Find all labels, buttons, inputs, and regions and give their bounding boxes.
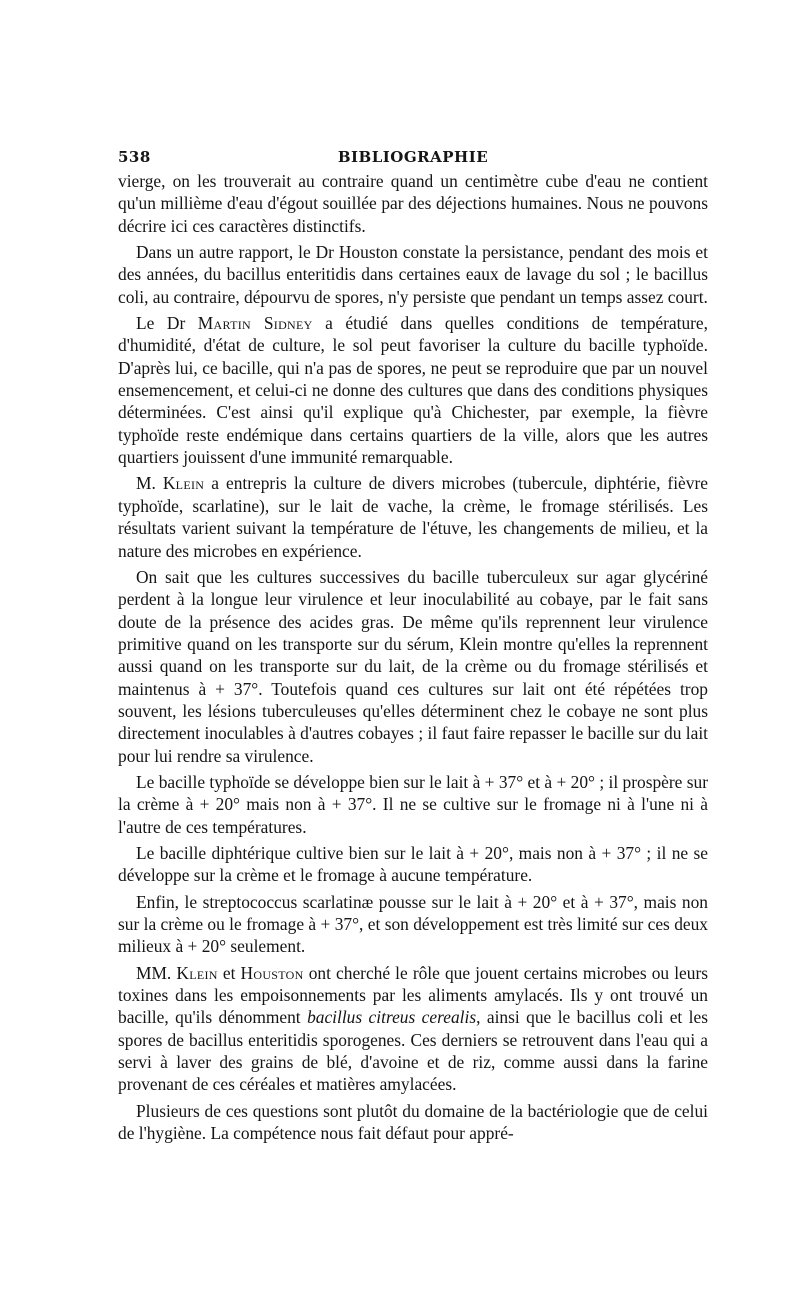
species-name: bacillus citreus cerealis	[307, 1007, 477, 1028]
paragraph-9-text: , ainsi que le bacillus coli et les spores de bacillus enteritidis sporogenes. Ces derniers se retrouvent dans l'eau qui a servi à laver des grains de blé, d'avoine et de riz, comme aussi dans la farine provenant de ces céréales et matières amylacées.	[118, 1007, 709, 1095]
page-header	[118, 140, 708, 170]
paragraph-9-mid-1: et	[217, 962, 241, 983]
paragraph-1: vierge, on les trouverait au contraire quand un centimètre cube d'eau ne contient qu'un millième d'eau d'égout souillée par des déjections humaines. Nous ne pouvons décrire ici ces caractères distinctifs.	[118, 171, 708, 236]
author-klein: Klein	[162, 473, 205, 494]
paragraph-9-lead: MM.	[136, 962, 177, 983]
paragraph-2: Dans un autre rapport, le Dr Houston constate la persistance, pendant des mois et des années, du bacillus enteritidis dans certaines eaux de lavage du sol ; le bacillus coli, au contraire, dépourvu de spores, n'y persiste que pendant un temps assez court.	[118, 242, 708, 307]
paragraph-3	[118, 312, 708, 468]
paragraph-5: On sait que les cultures successives du bacille tuberculeux sur agar glycériné perdent à la longue leur virulence et leur inoculabilité au cobaye, par le fait sans doute de la présence des acides gras. De même qu'ils reprennent leur virulence primitive quand on les transporte sur du sérum, Klein montre qu'elles la reprennent aussi quand on les transporte sur du lait, de la crème ou du fromage stérilisés et maintenus à + 37°. Toutefois quand ces cultures sur lait ont été répétées trop souvent, les lésions tuberculeuses qu'elles déterminent chez le cobaye ne sont plus directement inoculables à d'autres cobayes ; il faut faire repasser le bacille sur du lait pour lui rendre sa virulence.	[118, 566, 708, 766]
paragraph-3-lead: Le Dr	[136, 313, 198, 334]
paragraph-9	[118, 962, 708, 1096]
paragraph-8: Enfin, le streptococcus scarlatinæ pousse sur le lait à + 20° et à + 37°, mais non sur la crème ou le fromage à + 37°, et son développement est très limité sur ces deux milieux à + 20° seulement.	[118, 891, 708, 957]
page-number: 538	[118, 148, 151, 166]
paragraph-6: Le bacille typhoïde se développe bien sur le lait à + 37° et à + 20° ; il prospère sur la crème à + 20° mais non à + 37°. Il ne se cultive sur le fromage ni à l'une ni à l'autre de ces températures.	[118, 771, 708, 837]
paragraph-4-text: a entrepris la culture de divers microbes (tubercule, diphtérie, fièvre typhoïde, scarlatine), sur le lait de vache, la crème, le fromage stérilisés. Les résultats varient suivant la température de l'étuve, les changements de milieu, et la nature des microbes en expérience.	[118, 473, 708, 561]
book-page	[118, 140, 708, 1148]
author-klein-2: Klein	[176, 962, 218, 983]
body-text	[118, 170, 708, 1144]
author-houston: Houston	[240, 962, 304, 983]
paragraph-4-lead: M.	[136, 473, 163, 494]
author-martin-sidney: Martin Sidney	[197, 313, 313, 334]
paragraph-4	[118, 472, 708, 561]
paragraph-9-mid-2: ont cherché le rôle que jouent certains microbes ou leurs toxines dans les empoisonnements par les aliments amylacés. Ils y ont trouvé un bacille, qu'ils dénomment	[118, 962, 709, 1028]
paragraph-3-text: a étudié dans quelles conditions de température, d'humidité, d'état de culture, le sol peut favoriser la culture du bacille typhoïde. D'après lui, ce bacille, qui n'a pas de spores, ne peut se reproduire que par un nouvel ensemencement, et celui-ci ne donne des cultures que dans des conditions physiques déterminées. C'est ainsi qu'il explique qu'à Chichester, par exemple, la fièvre typhoïde reste endémique dans certains quartiers de la ville, alors que les autres quartiers jouissent d'une immunité remarquable.	[118, 313, 708, 468]
paragraph-10: Plusieurs de ces questions sont plutôt du domaine de la bactériologie que de celui de l'hygiène. La compétence nous fait défaut pour appré-	[118, 1100, 708, 1144]
paragraph-7: Le bacille diphtérique cultive bien sur le lait à + 20°, mais non à + 37° ; il ne se développe sur la crème et le fromage à aucune température.	[118, 842, 708, 886]
running-title: BIBLIOGRAPHIE	[337, 148, 489, 166]
